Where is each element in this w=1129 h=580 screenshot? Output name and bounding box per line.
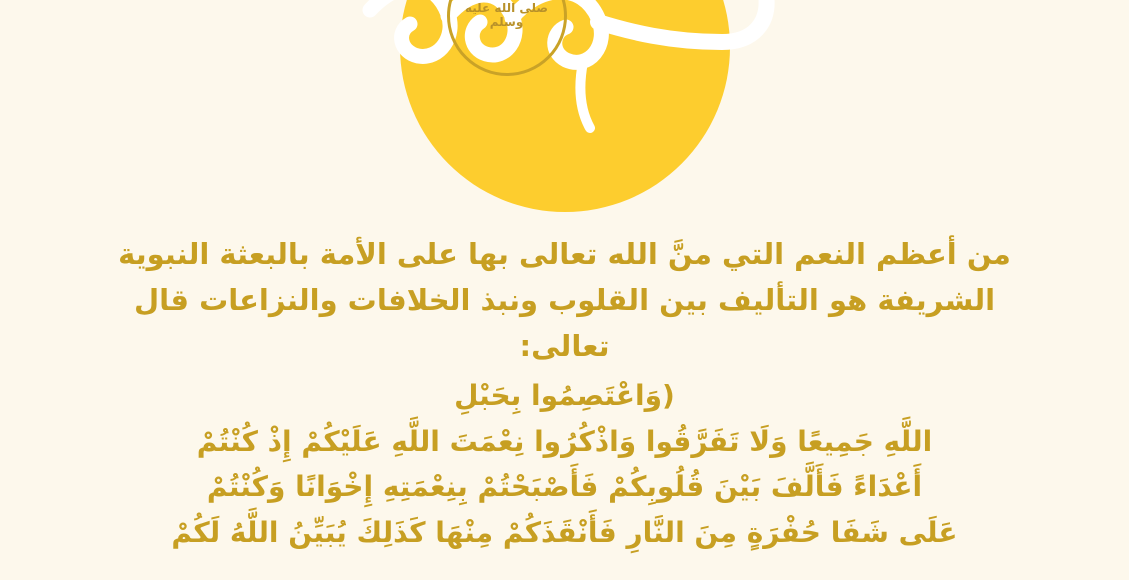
- arabic-calligraphy-icon: [330, 0, 800, 212]
- verse-line: أَعْدَاءً فَأَلَّفَ بَيْنَ قُلُوبِكُمْ فَأَصْبَحْتُمْ بِنِعْمَتِهِ إِخْوَانًا وَكُنْتُمْ: [206, 470, 923, 504]
- intro-paragraph: من أعظم النعم التي منَّ الله تعالى بها على الأمة بالبعثة النبوية الشريفة هو التأليف بين القلوب ونبذ الخلافات والنزاعات قال تعالى:: [118, 237, 1011, 363]
- verse-line: (وَاعْتَصِمُوا بِحَبْلِ: [454, 379, 675, 413]
- verse-line: عَلَى شَفَا حُفْرَةٍ مِنَ النَّارِ فَأَنْقَذَكُمْ مِنْهَا كَذَلِكَ يُبَيِّنُ اللَّهُ لَكُمْ: [171, 515, 958, 549]
- verse-line: اللَّهِ جَمِيعًا وَلَا تَفَرَّقُوا وَاذْكُرُوا نِعْمَتَ اللَّهِ عَلَيْكُمْ إِذْ كُنْتُمْ: [196, 424, 933, 458]
- quran-verse: [118, 373, 1011, 554]
- poster-body: [0, 232, 1129, 555]
- muhammad-calligraphy-emblem: [0, 0, 1129, 212]
- peace-be-upon-him-seal: صلى الله عليه وسلم: [447, 0, 567, 76]
